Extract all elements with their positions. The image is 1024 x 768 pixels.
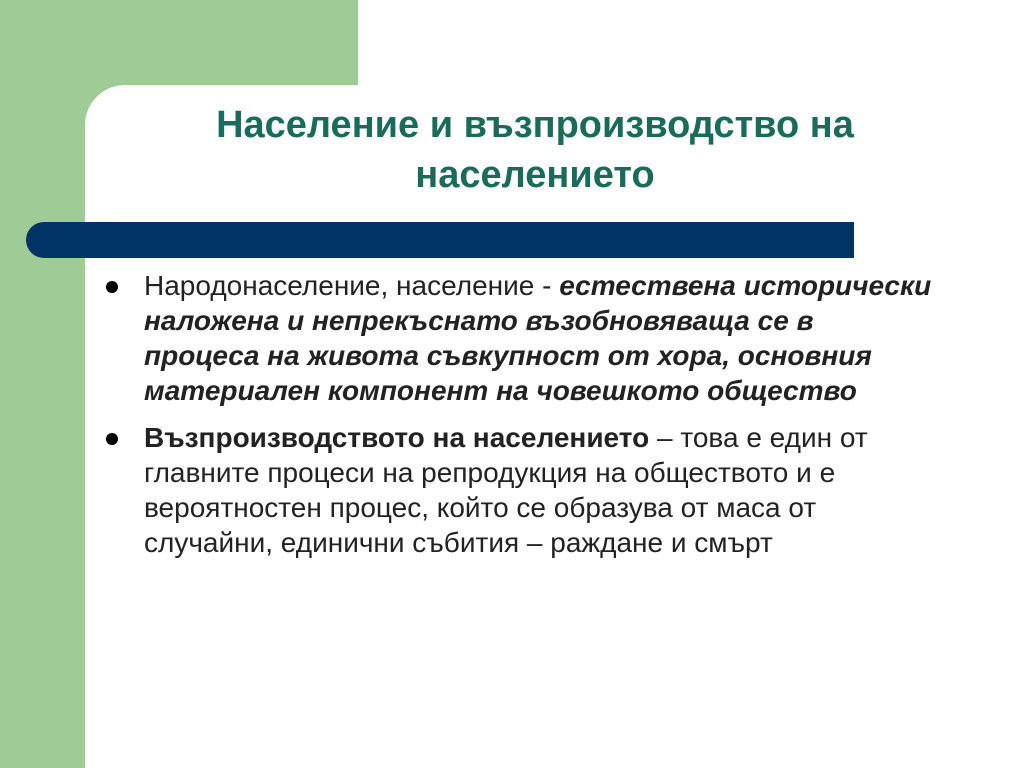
- bullet-dot-icon: [106, 433, 118, 445]
- bullet-dot-icon: [106, 281, 118, 293]
- bullet-item-2: [104, 420, 934, 560]
- bullet-item-1: [104, 268, 934, 408]
- bullet-1-emphasis: естествена исторически наложена и непрекъснато възобновяваща се в процеса на живота съвкупност от хора, основния материален компонент на човешкото общество: [144, 270, 932, 406]
- bullet-2-text: – това е един от главните процеси на репродукция на обществото и е вероятностен процес, който се образува от маса от случайни, единични събития – раждане и смърт: [144, 422, 868, 558]
- bullet-list: [104, 268, 934, 572]
- title-divider-bar: [26, 222, 854, 258]
- green-left-strip: [0, 0, 85, 768]
- title-line-2: населението: [415, 154, 655, 196]
- slide-title: [120, 100, 950, 200]
- bullet-1-text: Народонаселение, население -: [144, 270, 560, 301]
- bullet-2-term: Възпроизводството на населението: [144, 422, 650, 453]
- title-line-1: Население и възпроизводство на: [216, 104, 854, 146]
